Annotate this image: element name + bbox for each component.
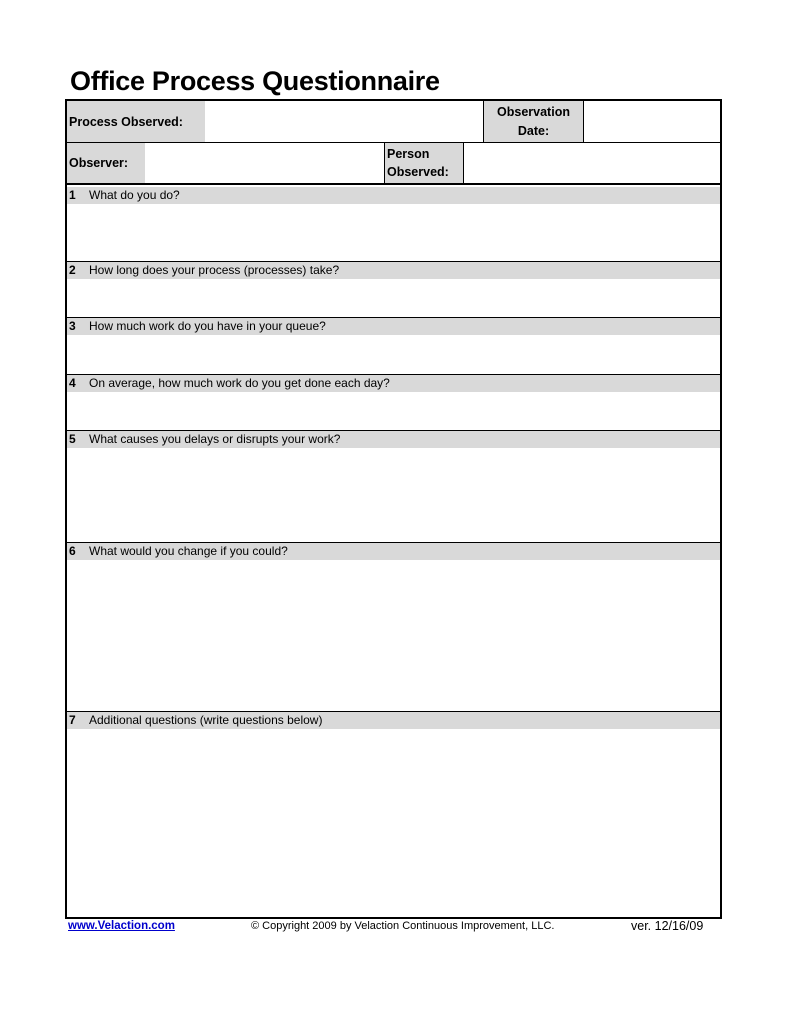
- answer-area[interactable]: [67, 448, 720, 542]
- question-block-4: [67, 374, 720, 430]
- observer-label-text: Observer:: [69, 156, 129, 170]
- copyright-notice: © Copyright 2009 by Velaction Continuous Improvement, LLC.: [251, 920, 555, 932]
- question-header: [67, 712, 720, 729]
- question-block-2: [67, 261, 720, 317]
- version-label: ver. 12/16/09: [631, 919, 704, 933]
- question-header: [67, 431, 720, 448]
- question-number: 2: [69, 263, 76, 277]
- question-number: 4: [69, 376, 76, 390]
- process-observed-field[interactable]: [205, 101, 483, 142]
- question-number: 5: [69, 432, 76, 446]
- observation-date-field[interactable]: [583, 101, 720, 142]
- person-observed-label-line2: Observed:: [387, 165, 449, 179]
- velaction-link[interactable]: www.Velaction.com: [68, 920, 175, 932]
- question-block-1: [67, 187, 720, 261]
- header-row-process: [67, 101, 720, 143]
- observation-date-label-line2: Date:: [517, 123, 550, 138]
- answer-area[interactable]: [67, 204, 720, 261]
- question-block-6: [67, 542, 720, 711]
- observer-field[interactable]: [145, 143, 384, 183]
- answer-area[interactable]: [67, 729, 720, 917]
- answer-area[interactable]: [67, 335, 720, 374]
- question-number: 6: [69, 544, 76, 558]
- process-observed-label-text: Process Observed:: [69, 114, 183, 129]
- process-observed-label: [67, 101, 205, 142]
- question-text: What causes you delays or disrupts your work?: [89, 432, 341, 446]
- question-text: Additional questions (write questions below): [89, 713, 323, 727]
- observation-date-label: [483, 101, 583, 142]
- question-header: [67, 187, 720, 204]
- question-number: 7: [69, 713, 76, 727]
- question-text: What do you do?: [89, 188, 180, 202]
- person-observed-label-line1: Person: [387, 147, 430, 161]
- question-text: How much work do you have in your queue?: [89, 319, 326, 333]
- observer-label: [67, 143, 145, 183]
- question-text: What would you change if you could?: [89, 544, 288, 558]
- answer-area[interactable]: [67, 279, 720, 317]
- question-number: 3: [69, 319, 76, 333]
- question-text: On average, how much work do you get done each day?: [89, 376, 390, 390]
- question-block-7: [67, 711, 720, 917]
- page-title: Office Process Questionnaire: [70, 66, 440, 96]
- person-observed-label: [384, 143, 463, 183]
- question-number: 1: [69, 188, 76, 202]
- header-row-observer: [67, 143, 720, 185]
- answer-area[interactable]: [67, 560, 720, 711]
- question-header: [67, 262, 720, 279]
- observation-date-label-line1: Observation: [497, 104, 570, 119]
- person-observed-field[interactable]: [463, 143, 720, 183]
- questionnaire-form: [65, 99, 722, 919]
- question-header: [67, 318, 720, 335]
- question-header: [67, 543, 720, 560]
- question-block-3: [67, 317, 720, 374]
- question-block-5: [67, 430, 720, 542]
- question-text: How long does your process (processes) take?: [89, 263, 340, 277]
- answer-area[interactable]: [67, 392, 720, 430]
- question-header: [67, 375, 720, 392]
